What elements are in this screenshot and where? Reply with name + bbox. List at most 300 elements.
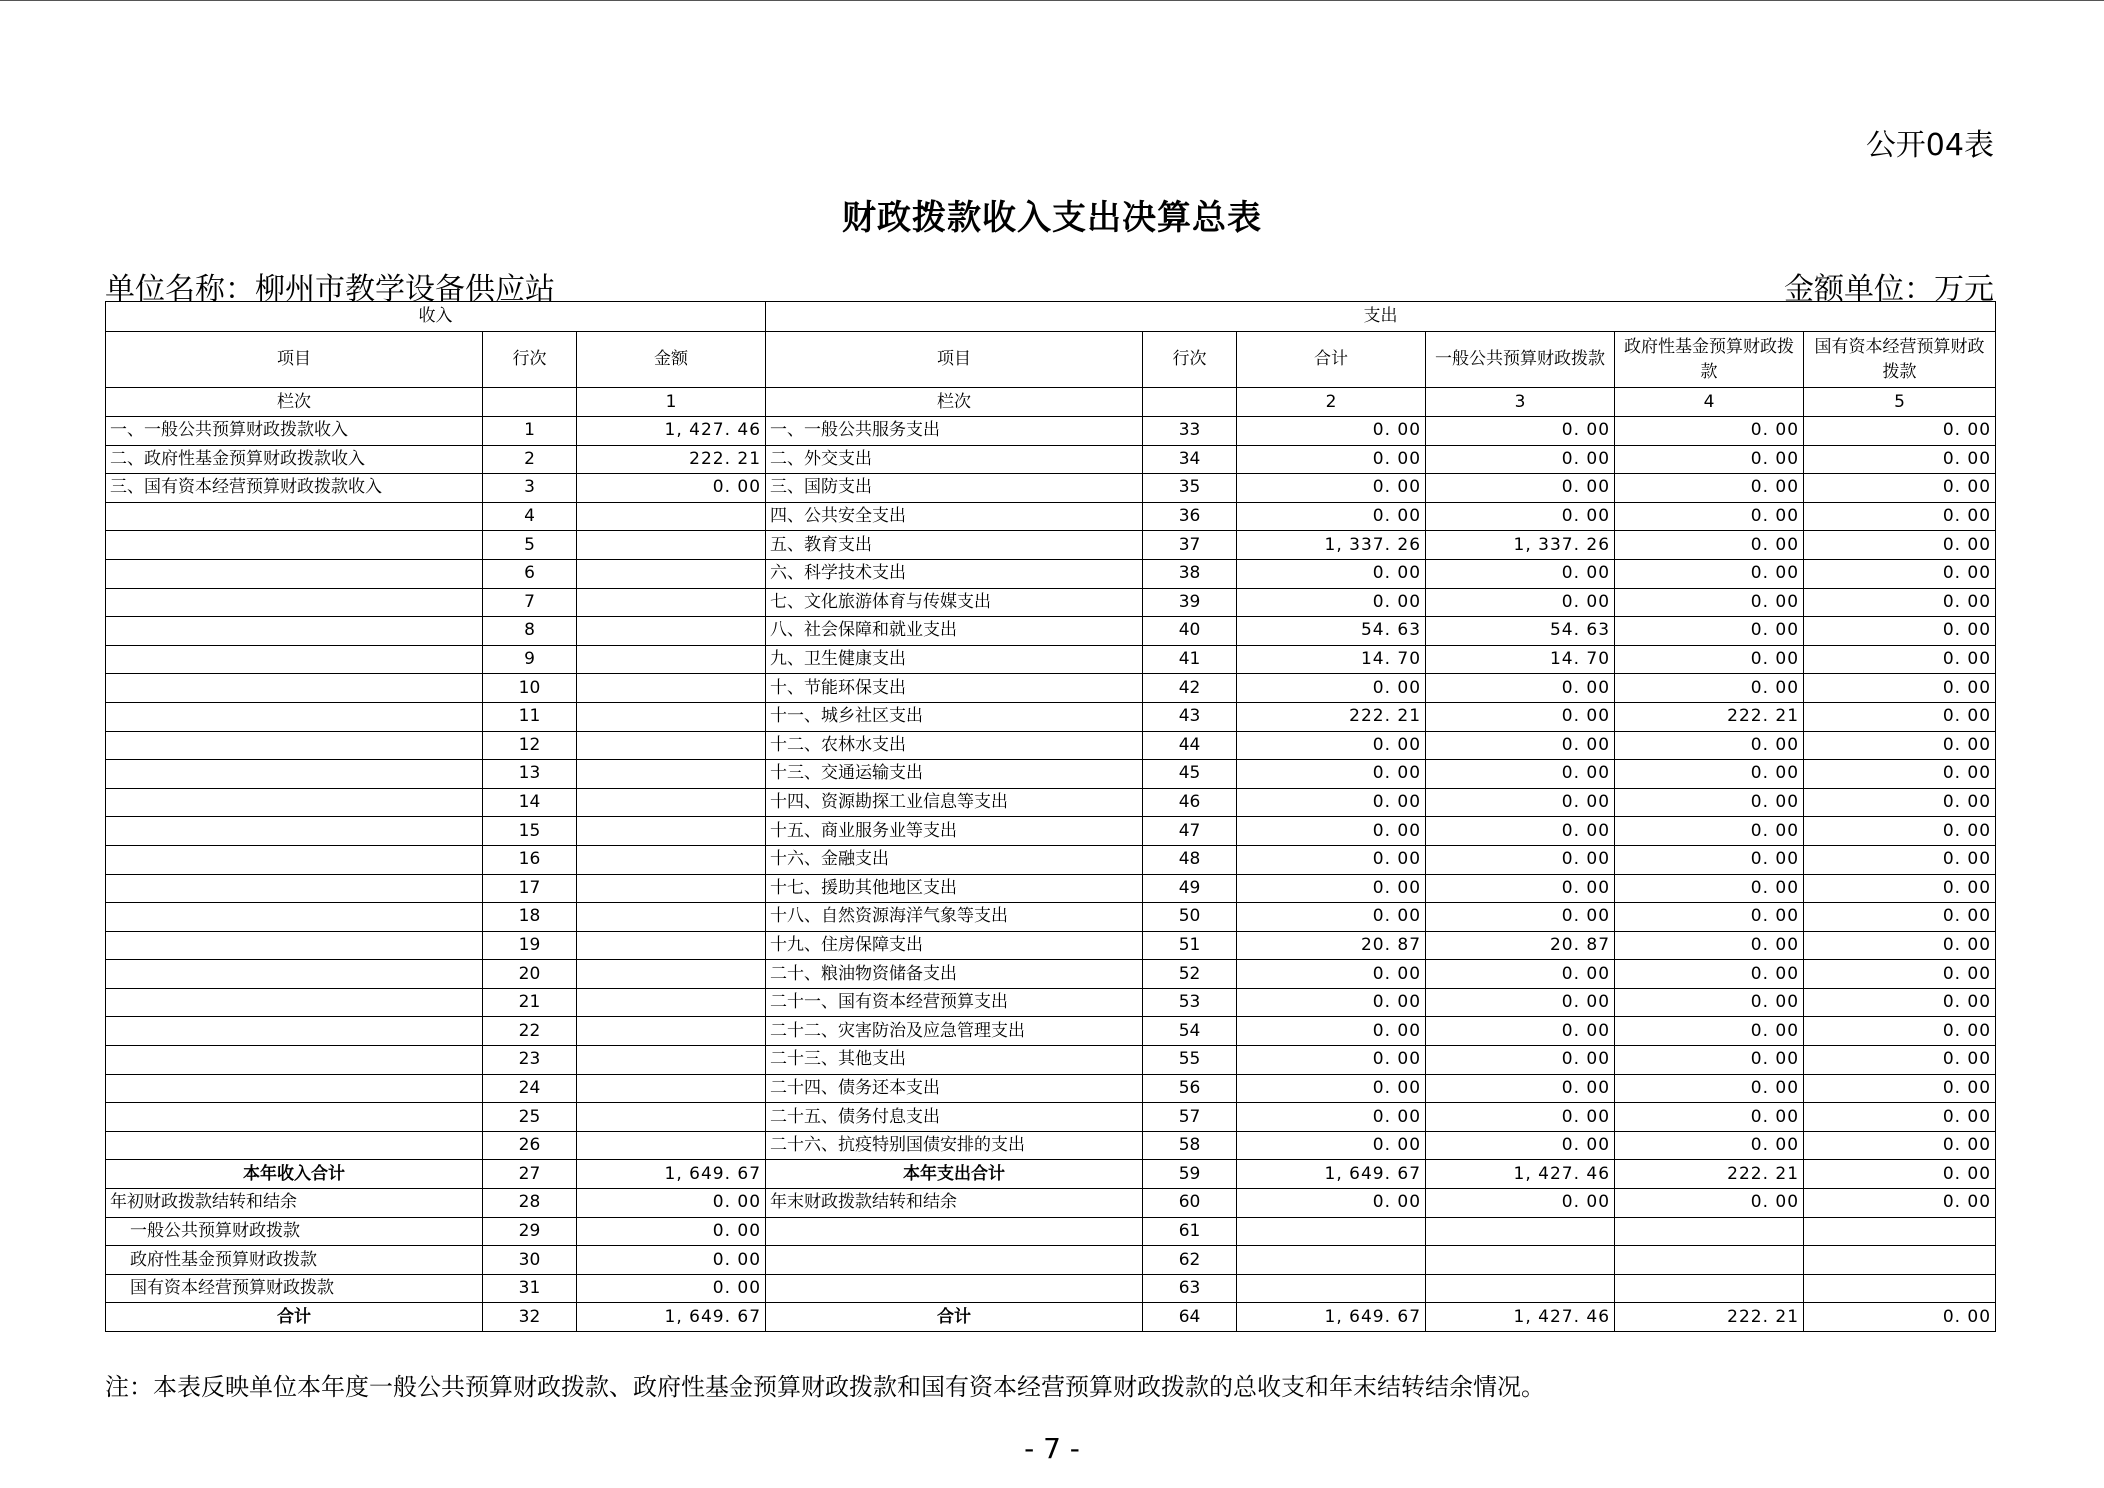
- expense-total-cell: 1, 337. 26: [1237, 531, 1426, 560]
- state-capital-cell: 0. 00: [1804, 760, 1996, 789]
- income-item-cell: 政府性基金预算财政拨款: [106, 1246, 483, 1275]
- expense-total-cell: 0. 00: [1237, 445, 1426, 474]
- income-item-header: 项目: [106, 332, 483, 388]
- general-budget-cell: 0. 00: [1426, 1103, 1615, 1132]
- income-row-no-cell: 9: [483, 645, 577, 674]
- income-row-no-cell: 10: [483, 674, 577, 703]
- income-item-cell: [106, 531, 483, 560]
- table-row: [106, 702, 1996, 731]
- income-amount-header: 金额: [577, 332, 766, 388]
- income-item-cell: [106, 988, 483, 1017]
- expense-total-cell: 0. 00: [1237, 1103, 1426, 1132]
- gov-fund-cell: 0. 00: [1615, 645, 1804, 674]
- state-capital-cell: 0. 00: [1804, 788, 1996, 817]
- general-budget-cell: [1426, 1246, 1615, 1275]
- state-capital-cell: 0. 00: [1804, 931, 1996, 960]
- table-row: [106, 588, 1996, 617]
- expense-item-cell: 二十二、灾害防治及应急管理支出: [766, 1017, 1143, 1046]
- expense-row-no-cell: 55: [1143, 1046, 1237, 1075]
- expense-row-no-cell: 50: [1143, 903, 1237, 932]
- expense-row-no-cell: 36: [1143, 502, 1237, 531]
- income-amount-cell: [577, 559, 766, 588]
- expense-item-cell: 十三、交通运输支出: [766, 760, 1143, 789]
- income-amount-cell: [577, 903, 766, 932]
- income-row-no-cell: 29: [483, 1217, 577, 1246]
- table-row: [106, 845, 1996, 874]
- gov-fund-cell: 222. 21: [1615, 1160, 1804, 1189]
- expense-total-cell: 0. 00: [1237, 588, 1426, 617]
- state-capital-cell: 0. 00: [1804, 1046, 1996, 1075]
- income-item-cell: 一般公共预算财政拨款: [106, 1217, 483, 1246]
- expense-item-cell: 二十三、其他支出: [766, 1046, 1143, 1075]
- income-row-no-cell: 1: [483, 417, 577, 446]
- income-item-cell: [106, 1046, 483, 1075]
- income-amount-cell: [577, 1131, 766, 1160]
- expense-total-cell: 0. 00: [1237, 845, 1426, 874]
- gov-fund-cell: [1615, 1217, 1804, 1246]
- income-row-no-cell: 13: [483, 760, 577, 789]
- gov-fund-cell: 0. 00: [1615, 1046, 1804, 1075]
- table-row: [106, 1017, 1996, 1046]
- page-title: 财政拨款收入支出决算总表: [842, 198, 1262, 238]
- income-amount-cell: [577, 760, 766, 789]
- expense-item-cell: 十五、商业服务业等支出: [766, 817, 1143, 846]
- gov-fund-cell: 0. 00: [1615, 531, 1804, 560]
- income-amount-cell: [577, 788, 766, 817]
- income-amount-cell: [577, 588, 766, 617]
- gov-fund-cell: 0. 00: [1615, 417, 1804, 446]
- general-budget-cell: 0. 00: [1426, 674, 1615, 703]
- unit-name: 单位名称：柳州市教学设备供应站: [105, 272, 555, 307]
- fiscal-summary-table: [105, 301, 1996, 1332]
- column-number-row: [106, 388, 1996, 417]
- amount-unit: 金额单位：万元: [1784, 272, 1994, 307]
- income-item-cell: 二、政府性基金预算财政拨款收入: [106, 445, 483, 474]
- gov-fund-cell: 0. 00: [1615, 674, 1804, 703]
- income-amount-cell: 1, 649. 67: [577, 1160, 766, 1189]
- gov-fund-cell: 0. 00: [1615, 788, 1804, 817]
- expense-total-cell: 0. 00: [1237, 960, 1426, 989]
- expense-item-cell: 八、社会保障和就业支出: [766, 617, 1143, 646]
- expense-total-cell: 0. 00: [1237, 731, 1426, 760]
- empty-cell: [483, 388, 577, 417]
- gov-fund-cell: 222. 21: [1615, 1303, 1804, 1332]
- gov-fund-cell: 0. 00: [1615, 502, 1804, 531]
- income-amount-cell: [577, 502, 766, 531]
- state-capital-cell: 0. 00: [1804, 702, 1996, 731]
- expense-item-cell: 九、卫生健康支出: [766, 645, 1143, 674]
- expense-total-cell: 0. 00: [1237, 1074, 1426, 1103]
- expense-item-cell: 本年支出合计: [766, 1160, 1143, 1189]
- expense-item-cell: 年末财政拨款结转和结余: [766, 1189, 1143, 1218]
- expense-row-no-cell: 64: [1143, 1303, 1237, 1332]
- income-row-no-cell: 24: [483, 1074, 577, 1103]
- expense-total-cell: 0. 00: [1237, 1046, 1426, 1075]
- income-amount-cell: 1, 649. 67: [577, 1303, 766, 1332]
- expense-total-cell: 0. 00: [1237, 417, 1426, 446]
- table-row: [106, 445, 1996, 474]
- income-row-no-cell: 2: [483, 445, 577, 474]
- general-budget-cell: 0. 00: [1426, 1074, 1615, 1103]
- expense-total-cell: 0. 00: [1237, 874, 1426, 903]
- state-capital-cell: 0. 00: [1804, 445, 1996, 474]
- empty-cell: [1143, 388, 1237, 417]
- top-border-line: [0, 0, 2104, 1]
- income-item-cell: [106, 903, 483, 932]
- table-row: [106, 788, 1996, 817]
- general-budget-cell: 0. 00: [1426, 588, 1615, 617]
- income-item-cell: 三、国有资本经营预算财政拨款收入: [106, 474, 483, 503]
- income-item-cell: [106, 817, 483, 846]
- table-row: [106, 559, 1996, 588]
- gov-fund-cell: 0. 00: [1615, 845, 1804, 874]
- income-item-cell: 年初财政拨款结转和结余: [106, 1189, 483, 1218]
- expense-row-no-cell: 48: [1143, 845, 1237, 874]
- gov-fund-cell: 0. 00: [1615, 1189, 1804, 1218]
- state-capital-cell: 0. 00: [1804, 817, 1996, 846]
- table-row: [106, 960, 1996, 989]
- income-amount-cell: [577, 931, 766, 960]
- expense-row-no-cell: 54: [1143, 1017, 1237, 1046]
- expense-row-no-cell: 49: [1143, 874, 1237, 903]
- expense-row-no-cell: 53: [1143, 988, 1237, 1017]
- state-capital-cell: 0. 00: [1804, 674, 1996, 703]
- table-row: [106, 874, 1996, 903]
- state-capital-cell: 0. 00: [1804, 1103, 1996, 1132]
- table-row: [106, 931, 1996, 960]
- table-row: [106, 502, 1996, 531]
- state-capital-cell: 0. 00: [1804, 903, 1996, 932]
- income-amount-cell: [577, 617, 766, 646]
- income-amount-cell: 0. 00: [577, 1246, 766, 1275]
- general-budget-cell: 14. 70: [1426, 645, 1615, 674]
- income-header: 收入: [106, 302, 766, 332]
- expense-row-no-cell: 39: [1143, 588, 1237, 617]
- income-amount-cell: [577, 817, 766, 846]
- income-row-no-cell: 12: [483, 731, 577, 760]
- table-row: [106, 1160, 1996, 1189]
- expense-item-cell: 二十一、国有资本经营预算支出: [766, 988, 1143, 1017]
- table-row: [106, 674, 1996, 703]
- income-item-cell: [106, 1017, 483, 1046]
- column-number: 4: [1615, 388, 1804, 417]
- expense-total-cell: 0. 00: [1237, 788, 1426, 817]
- gov-fund-cell: 0. 00: [1615, 931, 1804, 960]
- general-budget-cell: 0. 00: [1426, 788, 1615, 817]
- gov-fund-cell: 0. 00: [1615, 617, 1804, 646]
- expense-row-no-cell: 52: [1143, 960, 1237, 989]
- income-item-cell: 本年收入合计: [106, 1160, 483, 1189]
- expense-item-cell: 二十、粮油物资储备支出: [766, 960, 1143, 989]
- state-capital-cell: 0. 00: [1804, 845, 1996, 874]
- expense-item-cell: 三、国防支出: [766, 474, 1143, 503]
- income-row-no-cell: 16: [483, 845, 577, 874]
- state-capital-header: 国有资本经营预算财政拨款: [1804, 332, 1996, 388]
- table-row: [106, 1131, 1996, 1160]
- expense-row-no-cell: 59: [1143, 1160, 1237, 1189]
- general-budget-cell: [1426, 1274, 1615, 1303]
- column-number: 2: [1237, 388, 1426, 417]
- expense-item-cell: 十二、农林水支出: [766, 731, 1143, 760]
- expense-item-header: 项目: [766, 332, 1143, 388]
- expense-total-cell: [1237, 1274, 1426, 1303]
- income-amount-cell: [577, 645, 766, 674]
- table-row: [106, 1074, 1996, 1103]
- gov-fund-cell: 0. 00: [1615, 903, 1804, 932]
- table-row: [106, 1189, 1996, 1218]
- expense-total-cell: [1237, 1246, 1426, 1275]
- income-amount-cell: [577, 960, 766, 989]
- general-budget-cell: 0. 00: [1426, 474, 1615, 503]
- expense-row-no-cell: 61: [1143, 1217, 1237, 1246]
- expense-total-cell: 1, 649. 67: [1237, 1160, 1426, 1189]
- gov-fund-cell: 0. 00: [1615, 960, 1804, 989]
- expense-item-cell: 二、外交支出: [766, 445, 1143, 474]
- income-row-no-cell: 18: [483, 903, 577, 932]
- income-row-no-cell: 4: [483, 502, 577, 531]
- income-row-no-cell: 32: [483, 1303, 577, 1332]
- expense-total-cell: 0. 00: [1237, 817, 1426, 846]
- general-budget-cell: 0. 00: [1426, 559, 1615, 588]
- general-budget-cell: 54. 63: [1426, 617, 1615, 646]
- expense-total-header: 合计: [1237, 332, 1426, 388]
- state-capital-cell: 0. 00: [1804, 531, 1996, 560]
- general-budget-cell: 0. 00: [1426, 760, 1615, 789]
- income-amount-cell: [577, 874, 766, 903]
- income-row-no-cell: 6: [483, 559, 577, 588]
- expense-item-cell: [766, 1274, 1143, 1303]
- expense-total-cell: 1, 649. 67: [1237, 1303, 1426, 1332]
- gov-fund-header: 政府性基金预算财政拨款: [1615, 332, 1804, 388]
- general-budget-cell: 0. 00: [1426, 817, 1615, 846]
- expense-row-no-header: 行次: [1143, 332, 1237, 388]
- footnote: 注：本表反映单位本年度一般公共预算财政拨款、政府性基金预算财政拨款和国有资本经营预算财政拨款的总收支和年末结转结余情况。: [105, 1373, 1545, 1401]
- income-item-cell: [106, 960, 483, 989]
- expense-row-no-cell: 37: [1143, 531, 1237, 560]
- table-row: [106, 474, 1996, 503]
- general-budget-cell: 0. 00: [1426, 988, 1615, 1017]
- income-row-no-cell: 17: [483, 874, 577, 903]
- expense-row-no-cell: 47: [1143, 817, 1237, 846]
- income-row-no-cell: 31: [483, 1274, 577, 1303]
- general-budget-header: 一般公共预算财政拨款: [1426, 332, 1615, 388]
- income-item-cell: [106, 702, 483, 731]
- gov-fund-cell: 0. 00: [1615, 760, 1804, 789]
- expense-item-cell: 十九、住房保障支出: [766, 931, 1143, 960]
- expense-row-no-cell: 44: [1143, 731, 1237, 760]
- general-budget-cell: 0. 00: [1426, 417, 1615, 446]
- income-item-cell: [106, 760, 483, 789]
- income-item-cell: [106, 1131, 483, 1160]
- income-item-cell: [106, 788, 483, 817]
- income-amount-cell: [577, 845, 766, 874]
- general-budget-cell: 1, 427. 46: [1426, 1303, 1615, 1332]
- income-amount-cell: [577, 1046, 766, 1075]
- income-row-no-cell: 3: [483, 474, 577, 503]
- expense-item-cell: [766, 1217, 1143, 1246]
- expense-total-cell: 0. 00: [1237, 474, 1426, 503]
- income-row-no-cell: 21: [483, 988, 577, 1017]
- state-capital-cell: 0. 00: [1804, 988, 1996, 1017]
- income-amount-cell: 222. 21: [577, 445, 766, 474]
- income-row-no-cell: 14: [483, 788, 577, 817]
- income-row-no-cell: 26: [483, 1131, 577, 1160]
- state-capital-cell: 0. 00: [1804, 645, 1996, 674]
- expense-row-no-cell: 56: [1143, 1074, 1237, 1103]
- income-item-cell: 合计: [106, 1303, 483, 1332]
- form-number: 公开04表: [1865, 128, 1994, 163]
- state-capital-cell: [1804, 1246, 1996, 1275]
- expense-total-cell: 0. 00: [1237, 988, 1426, 1017]
- income-item-cell: [106, 674, 483, 703]
- state-capital-cell: 0. 00: [1804, 474, 1996, 503]
- general-budget-cell: 0. 00: [1426, 960, 1615, 989]
- gov-fund-cell: 0. 00: [1615, 588, 1804, 617]
- state-capital-cell: [1804, 1217, 1996, 1246]
- general-budget-cell: 0. 00: [1426, 1131, 1615, 1160]
- expense-total-cell: 0. 00: [1237, 1131, 1426, 1160]
- expense-total-cell: [1237, 1217, 1426, 1246]
- income-item-cell: [106, 931, 483, 960]
- table-body: [106, 417, 1996, 1332]
- expense-row-no-cell: 43: [1143, 702, 1237, 731]
- income-amount-cell: [577, 731, 766, 760]
- gov-fund-cell: 0. 00: [1615, 874, 1804, 903]
- table-row: [106, 1274, 1996, 1303]
- expense-item-cell: 十六、金融支出: [766, 845, 1143, 874]
- state-capital-cell: 0. 00: [1804, 1131, 1996, 1160]
- income-item-cell: [106, 845, 483, 874]
- expense-total-cell: 0. 00: [1237, 559, 1426, 588]
- income-row-no-cell: 7: [483, 588, 577, 617]
- general-budget-cell: 0. 00: [1426, 1017, 1615, 1046]
- table-header-row: [106, 332, 1996, 388]
- expense-row-no-cell: 41: [1143, 645, 1237, 674]
- income-amount-cell: 1, 427. 46: [577, 417, 766, 446]
- table-row: [106, 417, 1996, 446]
- income-amount-cell: 0. 00: [577, 1217, 766, 1246]
- general-budget-cell: 1, 337. 26: [1426, 531, 1615, 560]
- expense-row-no-cell: 42: [1143, 674, 1237, 703]
- gov-fund-cell: 0. 00: [1615, 988, 1804, 1017]
- income-item-cell: [106, 645, 483, 674]
- expense-item-cell: 二十四、债务还本支出: [766, 1074, 1143, 1103]
- income-row-no-cell: 20: [483, 960, 577, 989]
- expense-column-label: 栏次: [766, 388, 1143, 417]
- income-amount-cell: [577, 1103, 766, 1132]
- income-item-cell: [106, 1074, 483, 1103]
- general-budget-cell: 0. 00: [1426, 731, 1615, 760]
- income-amount-cell: [577, 702, 766, 731]
- income-row-no-cell: 5: [483, 531, 577, 560]
- expense-item-cell: 十、节能环保支出: [766, 674, 1143, 703]
- income-item-cell: [106, 1103, 483, 1132]
- expense-total-cell: 0. 00: [1237, 903, 1426, 932]
- income-amount-cell: [577, 674, 766, 703]
- table-row: [106, 731, 1996, 760]
- state-capital-cell: 0. 00: [1804, 502, 1996, 531]
- gov-fund-cell: 222. 21: [1615, 702, 1804, 731]
- table-row: [106, 531, 1996, 560]
- general-budget-cell: 0. 00: [1426, 702, 1615, 731]
- state-capital-cell: 0. 00: [1804, 617, 1996, 646]
- income-item-cell: [106, 617, 483, 646]
- table-row: [106, 760, 1996, 789]
- state-capital-cell: 0. 00: [1804, 588, 1996, 617]
- expense-total-cell: 222. 21: [1237, 702, 1426, 731]
- income-row-no-cell: 11: [483, 702, 577, 731]
- expense-item-cell: 二十六、抗疫特别国债安排的支出: [766, 1131, 1143, 1160]
- expense-row-no-cell: 40: [1143, 617, 1237, 646]
- gov-fund-cell: 0. 00: [1615, 474, 1804, 503]
- gov-fund-cell: 0. 00: [1615, 1074, 1804, 1103]
- table-header-group-row: [106, 302, 1996, 332]
- income-item-cell: [106, 874, 483, 903]
- income-item-cell: [106, 588, 483, 617]
- income-item-cell: 一、一般公共预算财政拨款收入: [106, 417, 483, 446]
- general-budget-cell: 0. 00: [1426, 445, 1615, 474]
- expense-item-cell: 十八、自然资源海洋气象等支出: [766, 903, 1143, 932]
- table-row: [106, 1217, 1996, 1246]
- expense-row-no-cell: 33: [1143, 417, 1237, 446]
- state-capital-cell: 0. 00: [1804, 960, 1996, 989]
- page-number: - 7 -: [1024, 1432, 1080, 1465]
- income-amount-cell: 0. 00: [577, 1189, 766, 1218]
- expense-item-cell: [766, 1246, 1143, 1275]
- table-row: [106, 988, 1996, 1017]
- income-item-cell: [106, 731, 483, 760]
- general-budget-cell: 0. 00: [1426, 874, 1615, 903]
- expense-item-cell: 十四、资源勘探工业信息等支出: [766, 788, 1143, 817]
- expense-row-no-cell: 51: [1143, 931, 1237, 960]
- general-budget-cell: 0. 00: [1426, 1046, 1615, 1075]
- income-amount-cell: [577, 531, 766, 560]
- expense-total-cell: 0. 00: [1237, 1189, 1426, 1218]
- table-row: [106, 1046, 1996, 1075]
- state-capital-cell: 0. 00: [1804, 1303, 1996, 1332]
- gov-fund-cell: [1615, 1246, 1804, 1275]
- table-row: [106, 1303, 1996, 1332]
- general-budget-cell: [1426, 1217, 1615, 1246]
- state-capital-cell: 0. 00: [1804, 417, 1996, 446]
- expense-row-no-cell: 57: [1143, 1103, 1237, 1132]
- income-amount-cell: [577, 988, 766, 1017]
- state-capital-cell: 0. 00: [1804, 1074, 1996, 1103]
- income-row-no-cell: 19: [483, 931, 577, 960]
- expense-header: 支出: [766, 302, 1996, 332]
- income-row-no-cell: 27: [483, 1160, 577, 1189]
- general-budget-cell: 0. 00: [1426, 502, 1615, 531]
- state-capital-cell: 0. 00: [1804, 1160, 1996, 1189]
- general-budget-cell: 0. 00: [1426, 903, 1615, 932]
- expense-row-no-cell: 34: [1143, 445, 1237, 474]
- income-amount-cell: [577, 1017, 766, 1046]
- income-amount-cell: 0. 00: [577, 474, 766, 503]
- income-row-no-cell: 30: [483, 1246, 577, 1275]
- gov-fund-cell: 0. 00: [1615, 731, 1804, 760]
- income-amount-cell: 0. 00: [577, 1274, 766, 1303]
- expense-row-no-cell: 35: [1143, 474, 1237, 503]
- general-budget-cell: 0. 00: [1426, 1189, 1615, 1218]
- table-row: [106, 1103, 1996, 1132]
- income-row-no-cell: 8: [483, 617, 577, 646]
- expense-total-cell: 0. 00: [1237, 674, 1426, 703]
- expense-row-no-cell: 46: [1143, 788, 1237, 817]
- column-number: 5: [1804, 388, 1996, 417]
- expense-item-cell: 五、教育支出: [766, 531, 1143, 560]
- expense-row-no-cell: 60: [1143, 1189, 1237, 1218]
- expense-row-no-cell: 62: [1143, 1246, 1237, 1275]
